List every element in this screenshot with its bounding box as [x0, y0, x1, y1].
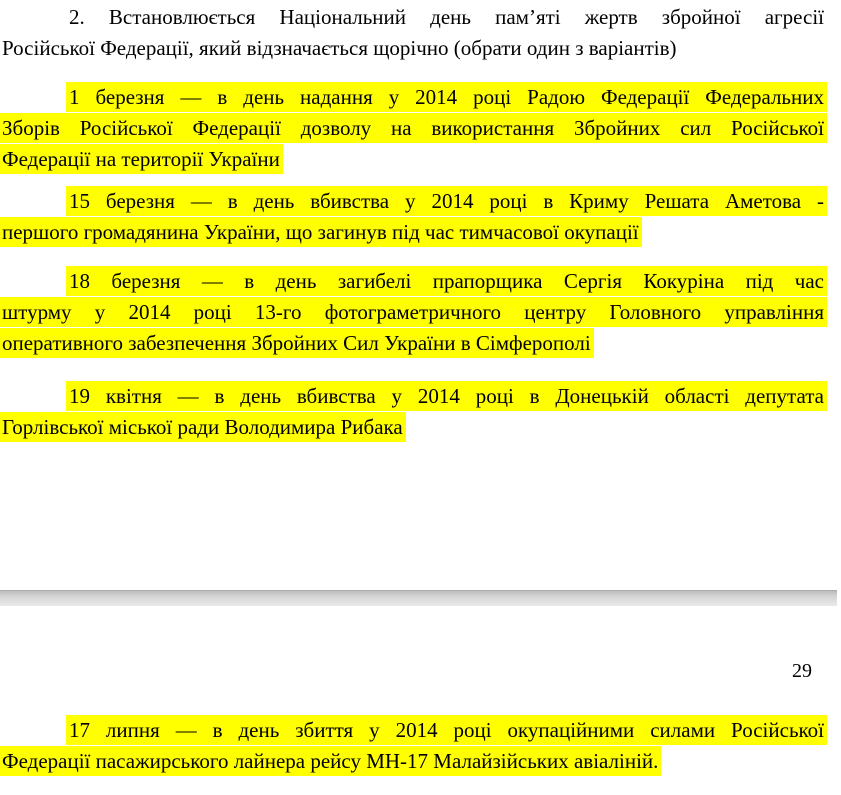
- highlighted-text: Горлівської міської ради Володимира Рибака: [0, 412, 406, 442]
- highlighted-text: Зборів Російської Федерації дозволу на використання Збройних сил Російської: [0, 113, 827, 143]
- highlighted-text: оперативного забезпечення Збройних Сил України в Сімферополі: [0, 328, 594, 358]
- option-line: [2, 412, 824, 443]
- option-line: [2, 746, 824, 777]
- option-line: [2, 144, 824, 175]
- highlighted-text: 15 березня — в день вбивства у 2014 році в Криму Решата Аметова -: [66, 186, 827, 216]
- option-line: [2, 715, 824, 746]
- page-number-row: [2, 656, 824, 687]
- page-text-block: [0, 606, 841, 777]
- paragraph-intro-line: [2, 33, 824, 64]
- paragraph-option-17-july: [2, 715, 824, 777]
- highlighted-text: 17 липня — в день збиття у 2014 році окупаційними силами Російської: [66, 715, 827, 745]
- highlighted-text: Федерації на території України: [0, 144, 283, 174]
- option-line: [2, 217, 824, 248]
- option-line: [2, 113, 824, 144]
- option-line: [2, 297, 824, 328]
- document-page-bottom: [0, 606, 841, 777]
- option-line: [2, 82, 824, 113]
- paragraph-option-18-march: [2, 266, 824, 359]
- highlighted-text: Федерації пасажирського лайнера рейсу МН-17 Малайзійських авіаліній.: [0, 746, 661, 776]
- option-line: [2, 186, 824, 217]
- highlighted-text: 18 березня — в день загибелі прапорщика Сергія Кокуріна під час: [66, 266, 827, 296]
- option-line: [2, 381, 824, 412]
- page-number: 29: [792, 660, 812, 682]
- intro-text-line-1: 2. Встановлюється Національний день пам’яті жертв збройної агресії: [69, 5, 824, 29]
- page-break-separator: [0, 590, 837, 606]
- highlighted-text: першого громадянина України, що загинув під час тимчасової окупації: [0, 217, 642, 247]
- highlighted-text: штурму у 2014 році 13-го фотограметричного центру Головного управління: [0, 297, 827, 327]
- option-line: [2, 328, 824, 359]
- paragraph-option-19-april: [2, 381, 824, 443]
- highlighted-text: 19 квітня — в день вбивства у 2014 році в Донецькій області депутата: [66, 381, 827, 411]
- intro-text-line-2: Російської Федерації, який відзначається щорічно (обрати один з варіантів): [2, 36, 677, 60]
- paragraph-intro: [2, 2, 824, 64]
- paragraph-intro-line: [2, 2, 824, 33]
- paragraph-option-1-march: [2, 82, 824, 175]
- highlighted-text: 1 березня — в день надання у 2014 році Радою Федерації Федеральних: [66, 82, 827, 112]
- option-line: [2, 266, 824, 297]
- paragraph-option-15-march: [2, 186, 824, 248]
